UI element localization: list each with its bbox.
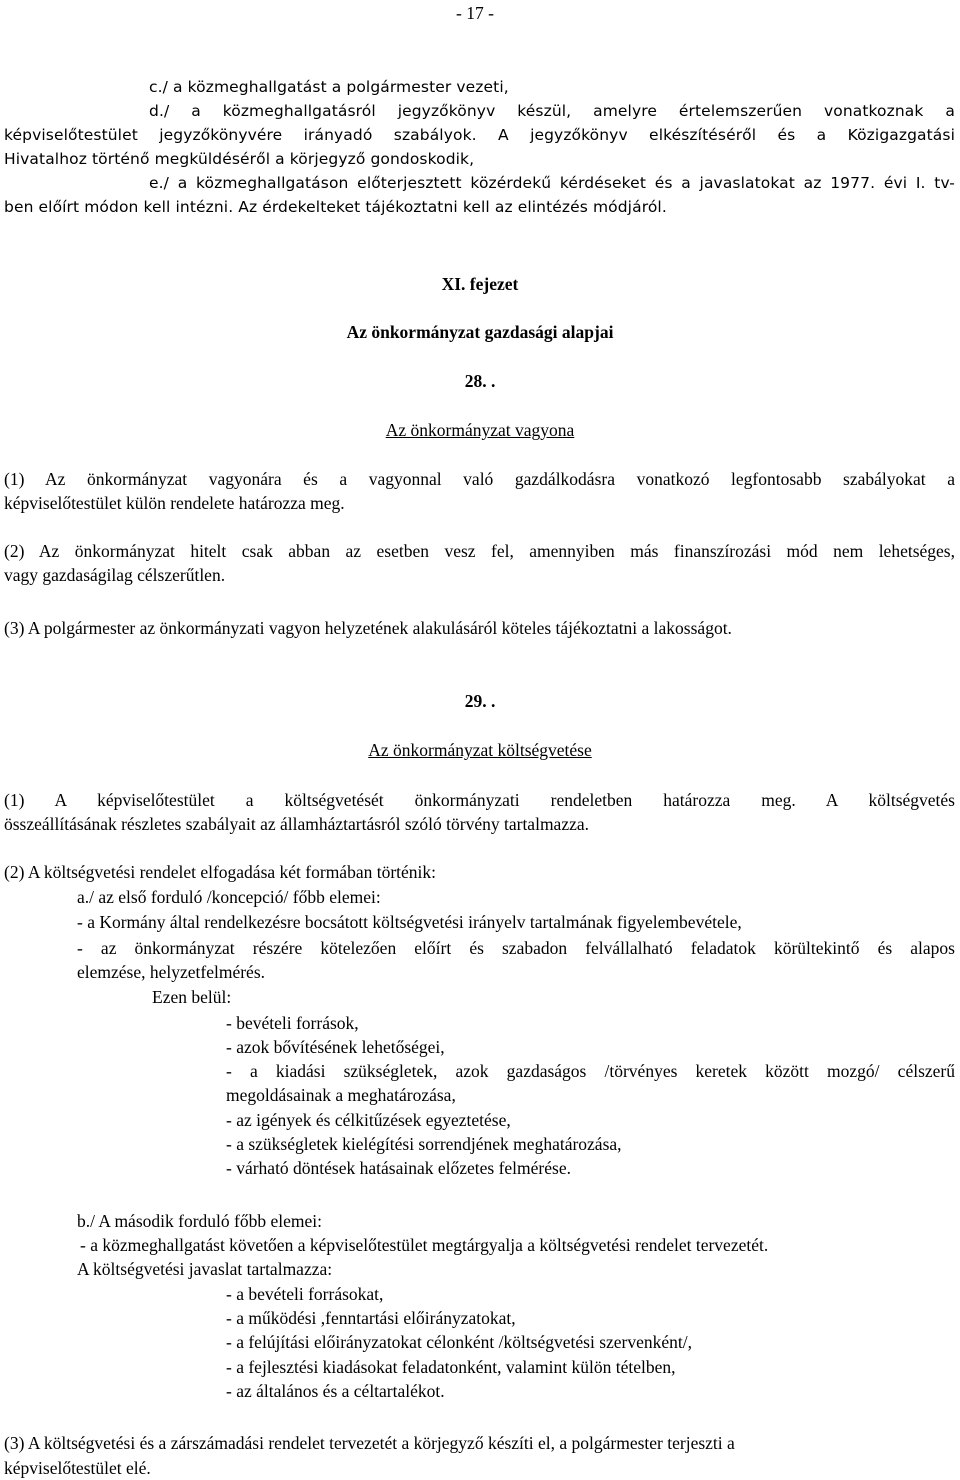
section-29-p1-line-2: összeállításának részletes szabályait az államháztartásról szóló törvény tartalmazza.	[4, 814, 589, 834]
section-28-p1-line-1: (1) Az önkormányzat vagyonára és a vagyonnal való gazdálkodásra vonatkozó legfontosabb szabályokat a	[4, 469, 955, 489]
chapter-number: XI. fejezet	[441, 274, 519, 294]
section-29-p2-intro: (2) A költségvetési rendelet elfogadása két formában történik:	[4, 862, 437, 882]
section-28-number: 28. .	[464, 371, 496, 391]
proposal-item: - a felújítási előirányzatokat célonként /költségvetési szervenként/,	[226, 1332, 693, 1352]
item-d-line-3: Hivatalhoz történő megküldéséről a körjegyző gondoskodik,	[4, 150, 475, 168]
section-29-number: 29. .	[464, 691, 496, 711]
section-29-p1-line-1: (1) A képviselőtestület a költségvetését önkormányzati rendeletben határozza meg. A költségvetés	[4, 790, 955, 810]
item-d-line-2: képviselőtestület jegyzőkönyvére irányadó szabályok. A jegyzőkönyv elkészítéséről és a Közigazgatási	[4, 126, 955, 144]
page-number: - 17 -	[456, 3, 494, 23]
proposal-item: - a bevételi forrásokat,	[226, 1284, 384, 1304]
within-item: - várható döntések hatásainak előzetes felmérése.	[226, 1158, 571, 1178]
section-29-p3-line-1: (3) A költségvetési és a zárszámadási rendelet tervezetét a körjegyző készíti el, a polgármester terjeszti a	[4, 1433, 735, 1453]
section-28-title: Az önkormányzat vagyona	[385, 420, 575, 440]
second-round-item-1: - a közmeghallgatást követően a képviselőtestület megtárgyalja a költségvetési rendelet tervezetét.	[80, 1235, 769, 1255]
within-item: megoldásainak a meghatározása,	[226, 1085, 456, 1105]
section-28-p1-line-2: képviselőtestület külön rendelete határozza meg.	[4, 493, 345, 513]
second-round-heading: b./ A második forduló főbb elemei:	[77, 1211, 322, 1231]
first-round-item-2-line-2: elemzése, helyzetfelmérés.	[77, 962, 266, 982]
within-item: - a szükségletek kielégítési sorrendjének meghatározása,	[226, 1134, 622, 1154]
proposal-heading: A költségvetési javaslat tartalmazza:	[77, 1259, 333, 1279]
first-round-item-2-line-1: - az önkormányzat részére kötelezően előírt és szabadon felvállalható feladatok körültekintő és alapos	[77, 938, 955, 958]
chapter-title: Az önkormányzat gazdasági alapjai	[346, 322, 614, 342]
section-28-p2-line-2: vagy gazdaságilag célszerűtlen.	[4, 565, 226, 585]
proposal-item: - az általános és a céltartalékot.	[226, 1381, 445, 1401]
first-round-heading: a./ az első forduló /koncepció/ főbb elemei:	[77, 887, 381, 907]
proposal-item: - a fejlesztési kiadásokat feladatonként, valamint külön tételben,	[226, 1357, 676, 1377]
within-item: - a kiadási szükségletek, azok gazdaságos /törvényes keretek között mozgó/ célszerű	[226, 1061, 955, 1081]
item-e-line-2: ben előírt módon kell intézni. Az érdekelteket tájékoztatni kell az elintézés módjáról.	[4, 198, 667, 216]
within-heading: Ezen belül:	[152, 987, 232, 1007]
within-item: - az igények és célkitűzések egyeztetése,	[226, 1110, 511, 1130]
within-item: - bevételi források,	[226, 1013, 359, 1033]
section-29-title: Az önkormányzat költségvetése	[368, 740, 592, 760]
proposal-item: - a működési ,fenntartási előirányzatokat,	[226, 1308, 516, 1328]
section-28-p3: (3) A polgármester az önkormányzati vagyon helyzetének alakulásáról köteles tájékoztatni a lakosságot.	[4, 618, 732, 638]
item-e-line-1: e./ a közmeghallgatáson előterjesztett közérdekű kérdéseket és a javaslatokat az 1977. évi I. tv-	[149, 174, 955, 192]
section-28-p2-line-1: (2) Az önkormányzat hitelt csak abban az esetben vesz fel, amennyiben más finanszírozási mód nem lehetséges,	[4, 541, 955, 561]
item-c: c./ a közmeghallgatást a polgármester vezeti,	[149, 78, 509, 96]
item-d-line-1: d./ a közmeghallgatásról jegyzőkönyv készül, amelyre értelemszerűen vonatkoznak a	[149, 102, 955, 120]
within-item: - azok bővítésének lehetőségei,	[226, 1037, 445, 1057]
first-round-item-1: - a Kormány által rendelkezésre bocsátott költségvetési irányelv tartalmának figyelembevétele,	[77, 912, 742, 932]
section-29-p3-line-2: képviselőtestület elé.	[4, 1458, 151, 1478]
